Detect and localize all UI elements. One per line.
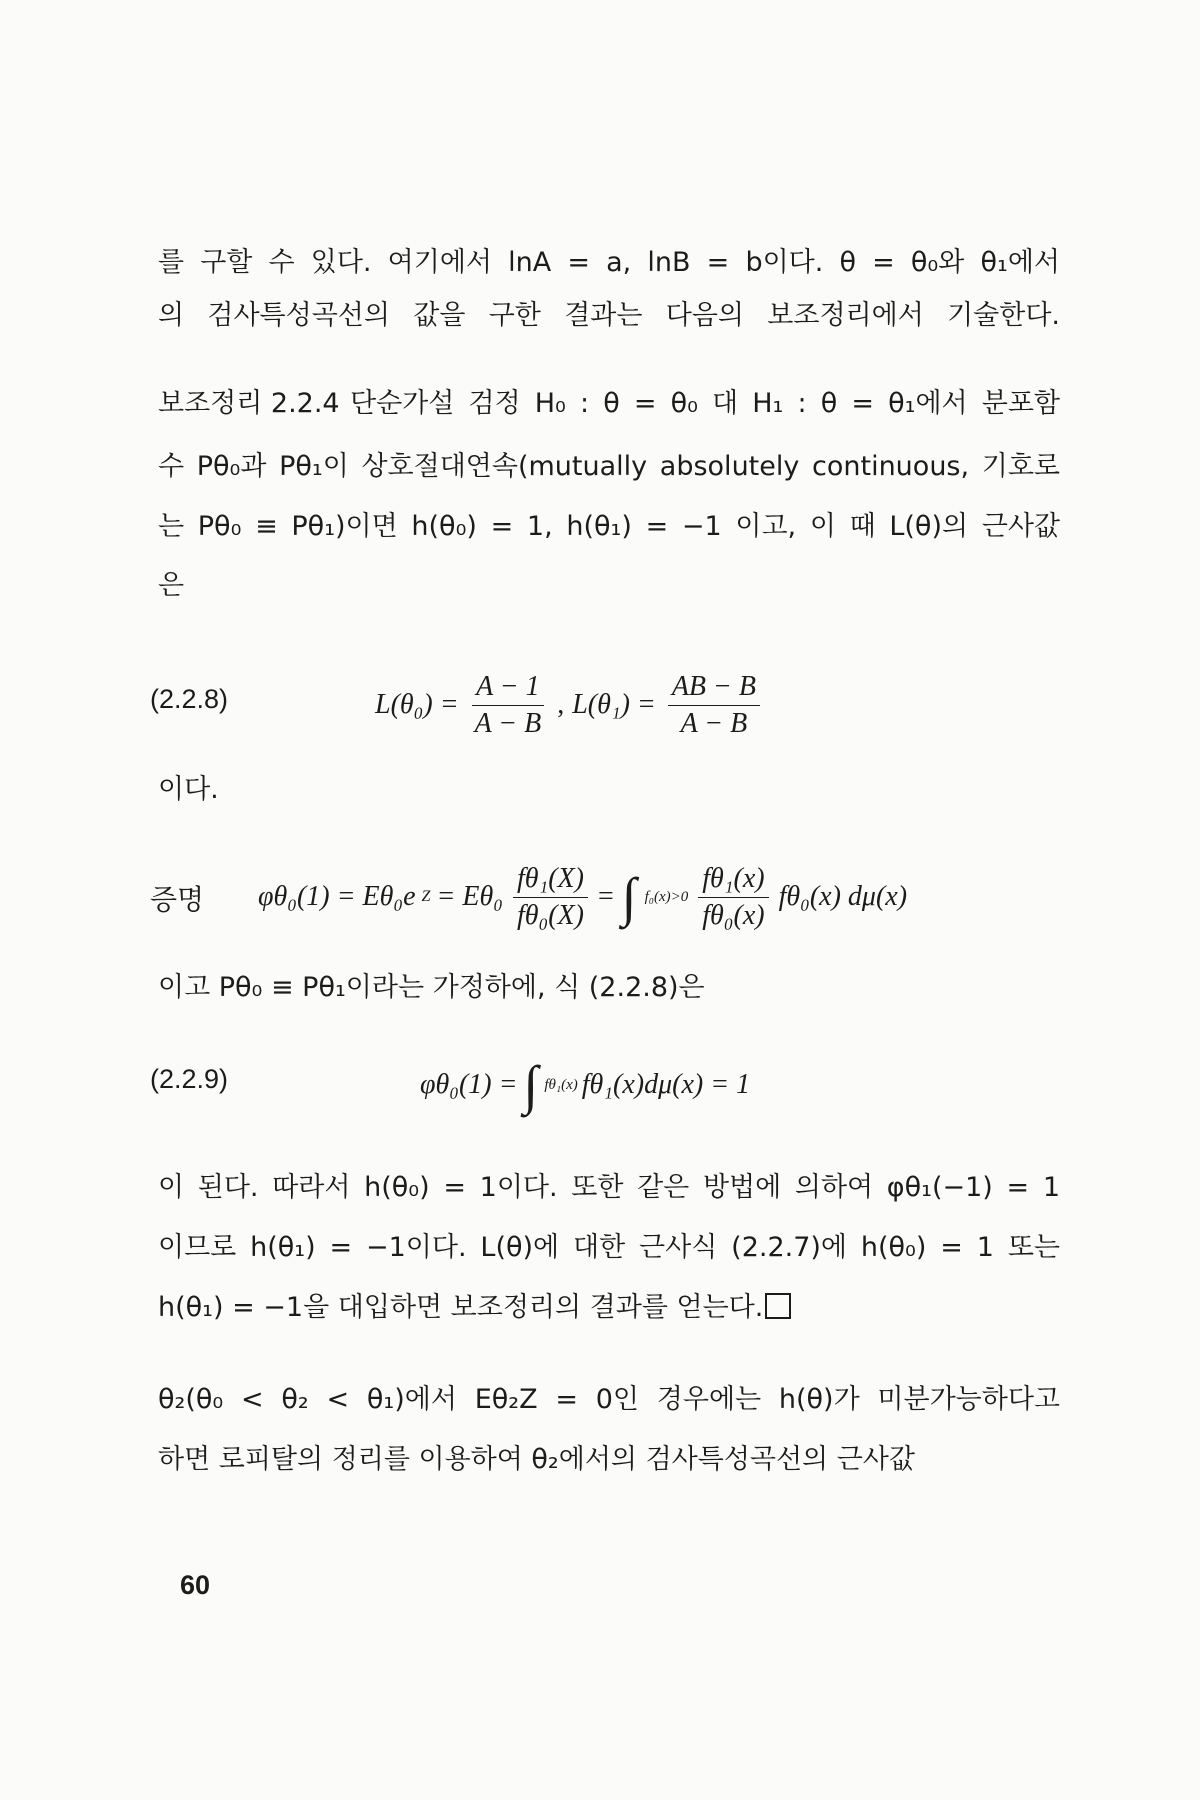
- paragraph-2-line-3: [158, 1288, 1060, 1328]
- proof-line-after: 이고 Pθ₀ ≡ Pθ₁이라는 가정하에, 식 (2.2.8)은: [158, 972, 705, 1003]
- proof-mid: = Eθ₀: [436, 881, 503, 912]
- paragraph-1-line-1: 를 구할 수 있다. 여기에서 lnA = a, lnB = b이다. θ = θ₀와 θ₁에서: [158, 247, 1060, 278]
- integral-range: fθ₁(x): [544, 1076, 578, 1093]
- fraction-1-numerator: A − 1: [472, 671, 544, 706]
- fraction-1: [471, 671, 546, 740]
- proof-fraction-1-denominator: fθ₀(X): [516, 899, 584, 931]
- proof-exponent: Z: [421, 888, 431, 905]
- proof-fraction-2: [698, 863, 768, 932]
- eq229-lhs: φθ₀(1) =: [420, 1069, 518, 1100]
- paragraph-3-line-2: 하면 로피탈의 정리를 이용하여 θ₂에서의 검사특성곡선의 근사값: [158, 1444, 915, 1475]
- page-number: 60: [180, 1570, 211, 1600]
- equation-number: (2.2.8): [150, 684, 229, 714]
- paragraph-2-line-1: 이 된다. 따라서 h(θ₀) = 1이다. 또한 같은 방법에 의하여 φθ₁(−1) = 1: [158, 1172, 1060, 1203]
- integral-sign: ∫: [621, 867, 637, 927]
- fraction-2: [668, 671, 760, 740]
- proof-equals: =: [597, 881, 614, 912]
- integral-sign: ∫: [523, 1055, 539, 1115]
- fraction-1-denominator: A − B: [474, 707, 542, 739]
- eq-lhs-1: L(θ₀) =: [375, 689, 459, 720]
- proof-equation: [150, 852, 1060, 942]
- paragraph-2-line-3-text: h(θ₁) = −1을 대입하면 보조정리의 결과를 얻는다.: [158, 1292, 764, 1323]
- paragraph-1-line-2: 의 검사특성곡선의 값을 구한 결과는 다음의 보조정리에서 기술한다.: [158, 300, 1060, 331]
- integral-range: f₀(x)>0: [644, 888, 689, 905]
- proof-fraction-1-numerator: fθ₁(X): [513, 863, 588, 898]
- paragraph-2-line-2: 이므로 h(θ₁) = −1이다. L(θ)에 대한 근사식 (2.2.7)에 h(θ₀) = 1 또는: [158, 1232, 1060, 1263]
- lemma-line-3: 는 Pθ₀ ≡ Pθ₁)이면 h(θ₀) = 1, h(θ₁) = −1 이고, 이 때 L(θ)의 근사값: [158, 511, 1060, 542]
- proof-fraction-1: [513, 863, 588, 932]
- eq-separator: ,: [557, 689, 565, 720]
- proof-tail: fθ₀(x) dμ(x): [778, 881, 908, 912]
- eq-lhs-2: L(θ₁) =: [572, 689, 656, 720]
- lemma-line-2: 수 Pθ₀과 Pθ₁이 상호절대연속(mutually absolutely continuous, 기호로: [158, 451, 1060, 482]
- lemma-line-4: 은: [158, 570, 185, 601]
- proof-lhs: φθ₀(1) = Eθ₀e: [258, 881, 416, 912]
- after-equation-text: 이다.: [158, 774, 219, 805]
- equation-2-2-8: [150, 660, 1060, 750]
- equation-2-2-9: [150, 1040, 1060, 1130]
- paragraph-3-line-1: θ₂(θ₀ < θ₂ < θ₁)에서 Eθ₂Z = 0인 경우에는 h(θ)가 미분가능하다고: [158, 1384, 1060, 1415]
- lemma-line-1: 단순가설 검정 H₀ : θ = θ₀ 대 H₁ : θ = θ₁에서 분포함: [350, 388, 1060, 419]
- proof-label: 증명: [150, 883, 205, 916]
- lemma-label: 보조정리 2.2.4: [158, 388, 340, 419]
- qed-box-icon: [765, 1293, 791, 1319]
- eq229-rhs: fθ₁(x)dμ(x) = 1: [581, 1069, 751, 1100]
- proof-fraction-2-denominator: fθ₀(x): [702, 899, 765, 931]
- equation-number: (2.2.9): [150, 1064, 229, 1094]
- fraction-2-numerator: AB − B: [668, 671, 760, 706]
- proof-fraction-2-numerator: fθ₁(x): [698, 863, 768, 898]
- fraction-2-denominator: A − B: [680, 707, 748, 739]
